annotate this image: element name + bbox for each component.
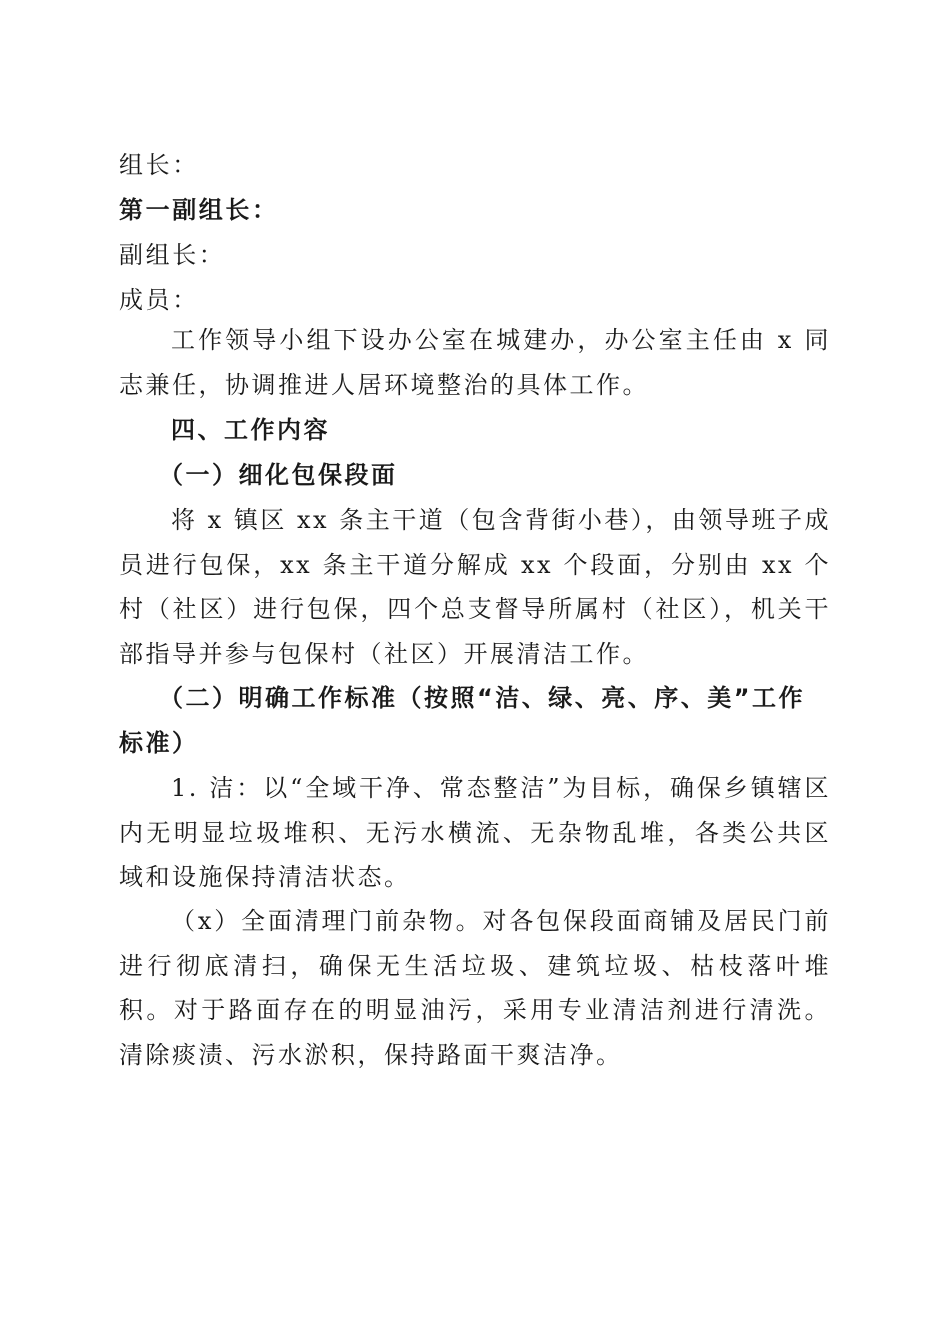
sub-one-paragraph: 将 x 镇区 xx 条主干道（包含背街小巷），由领导班子成员进行包保，xx 条主干道分解成 xx 个段面，分别由 xx 个村（社区）进行包保，四个总支督导所属村（社区），机关干部指导并参与包保村（社区）开展清洁工作。 xyxy=(119,506,831,668)
role-first-deputy: 第一副组长： xyxy=(119,196,279,224)
section-four-heading: 四、工作内容 xyxy=(171,416,330,444)
sub-one-heading: （一）细化包保段面 xyxy=(159,461,398,489)
role-deputy: 副组长： xyxy=(119,241,226,269)
office-paragraph: 工作领导小组下设办公室在城建办，办公室主任由 x 同志兼任，协调推进人居环境整治的具体工作。 xyxy=(119,326,831,399)
item-one-paragraph: 1. 洁：以“全域干净、常态整洁”为目标，确保乡镇辖区内无明显垃圾堆积、无污水横流、无杂物乱堆，各类公共区域和设施保持清洁状态。 xyxy=(119,774,831,891)
role-leader: 组长： xyxy=(119,151,199,179)
role-members: 成员： xyxy=(119,286,199,314)
item-x-paragraph: （x）全面清理门前杂物。对各包保段面商铺及居民门前进行彻底清扫，确保无生活垃圾、建筑垃圾、枯枝落叶堆积。对于路面存在的明显油污，采用专业清洁剂进行清洗。清除痰渍、污水淤积，保持路面干爽洁净。 xyxy=(119,907,831,1069)
sub-two-heading: （二）明确工作标准（按照“洁、绿、亮、序、美”工作标准） xyxy=(119,684,806,757)
